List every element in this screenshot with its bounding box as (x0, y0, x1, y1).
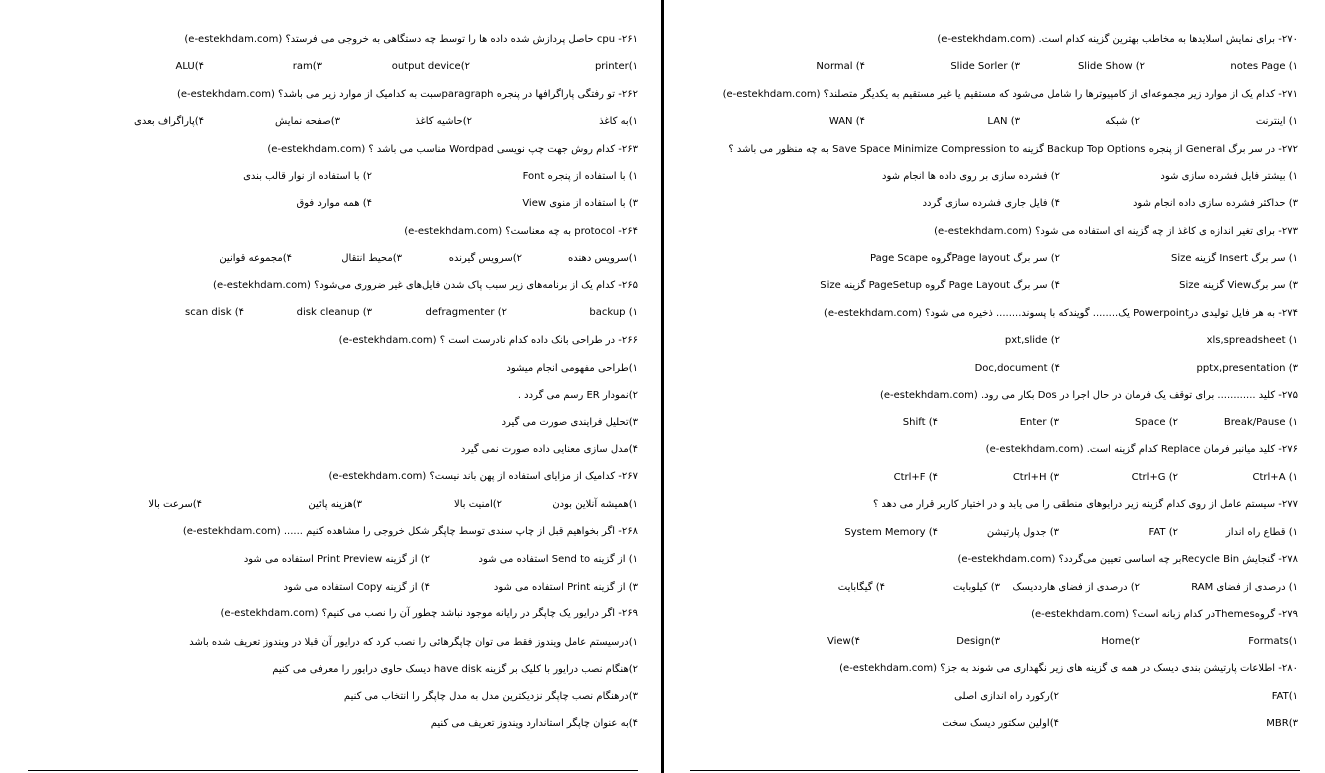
option: ۱)درسیستم عامل ویندوز فقط می توان چاپگرهائی را نصب کرد که درایور آن قبلا در ویندوز تعریف شده باشد (189, 637, 638, 648)
option: ۳) با استفاده از منوی View (522, 198, 638, 209)
question-266: ۲۶۶- در طراحی بانک داده کدام نادرست است ؟ (e-estekhdam.com) (338, 335, 638, 346)
option: ۴) WAN (828, 116, 865, 127)
option: ۲) FAT (1148, 527, 1178, 538)
option: ۱) قطاع راه انداز (1225, 527, 1298, 538)
option: ۳)محیط انتقال (341, 253, 402, 264)
option: ۱)printer (594, 61, 638, 72)
option: ۲) pxt,slide (1004, 335, 1060, 346)
option: ۴) Ctrl+F (893, 472, 938, 483)
option: ۲) defragmenter (425, 307, 507, 318)
question-268: ۲۶۸- اگر بخواهیم قبل از چاپ سندی توسط چاپگر شکل خروجی را مشاهده کنیم ...... (e-estekhdam.com) (182, 526, 638, 537)
option: ۱) از گزینه Send to استفاده می شود (478, 554, 638, 565)
option: ۴) سر برگ Page Layout گروه PageSetup گزینه Size (820, 280, 1060, 291)
option: ۱)FAT (1271, 691, 1298, 702)
question-273: ۲۷۳- برای تغیر اندازه ی کاغذ از چه گزینه ای استفاده می شود؟ (e-estekhdam.com) (934, 226, 1298, 237)
option: ۳)تحلیل فرایندی صورت می گیرد (501, 417, 638, 428)
option: ۲)output device (391, 61, 470, 72)
option: ۳) کیلوبایت (952, 582, 1000, 593)
option: ۳)MBR (1266, 718, 1298, 729)
option: ۳) جدول پارتیشن (986, 527, 1059, 538)
option: ۳)هزینه پائین (308, 499, 362, 510)
left-page (0, 0, 662, 773)
option: ۲)Home (1101, 636, 1140, 647)
question-263: ۲۶۳- کدام روش جهت چپ نویسی Wordpad مناسب می باشد ؟ (e-estekhdam.com) (267, 144, 638, 155)
option: ۱)طراحی مفهومی انجام میشود (506, 363, 638, 374)
option: ۱) Break/Pause (1223, 417, 1298, 428)
option: ۲)سرویس گیرنده (448, 253, 522, 264)
option: ۲)حاشیه کاغذ (415, 116, 472, 127)
option: ۲) شبکه (1105, 116, 1140, 127)
footer-rule (690, 770, 1300, 771)
option: ۱) سر برگ Insert گزینه Size (1171, 253, 1298, 264)
question-271: ۲۷۱- کدام یک از موارد زیر مجموعه‌ای از کامپیوترها را شامل می‌شود که مستقیم یا غیر مستقیم به یکدیگر متصلند؟ (e-estekhdam.com) (722, 89, 1298, 100)
option: ۳)Design (956, 636, 1000, 647)
option: ۴)View (826, 636, 860, 647)
option: ۳) pptx,presentation (1196, 363, 1298, 374)
option: ۳) disk cleanup (296, 307, 372, 318)
question-274: ۲۷۴- به هر فایل تولیدی درPowerpoint یک........ گویندکه با پسوند........ ذخیره می شود؟ (e-estekhdam.com) (823, 308, 1298, 319)
option: ۲)امنیت بالا (454, 499, 502, 510)
option: ۴) Shift (902, 417, 938, 428)
option: ۲) Space (1135, 417, 1178, 428)
question-277: ۲۷۷- سیستم عامل از روی کدام گزینه زیر درایوهای منطقی را می یابد و در اختیار کاربر قرار می دهد ؟ (873, 499, 1298, 510)
option: ۱) درصدی از فضای RAM (1191, 582, 1298, 593)
option: ۱)Formats (1248, 636, 1298, 647)
option: ۳) سر برگView گزینه Size (1179, 280, 1298, 291)
option: ۴) Doc,document (974, 363, 1060, 374)
question-280: ۲۸۰- اطلاعات پارتیشن بندی دیسک در همه ی گزینه های زیر نگهداری می شوند به جز؟ (e-estekhdam.com) (839, 663, 1298, 674)
option: ۴) از گزینه Copy استفاده می شود (283, 582, 430, 593)
option: ۲) فشرده سازی بر روی داده ها انجام شود (882, 171, 1060, 182)
question-265: ۲۶۵- کدام یک از برنامه‌های زیر سبب پاک شدن فایل‌های غیر ضروری می‌شود؟ (e-estekhdam.com) (213, 280, 638, 291)
option: ۱) xls,spreadsheet (1206, 335, 1298, 346)
option: ۱)همیشه آنلاین بودن (552, 499, 638, 510)
option: ۴)سرعت بالا (148, 499, 202, 510)
question-275: ۲۷۵- کلید ............ برای توقف یک فرمان در حال اجرا در Dos بکار می رود. (e-estekhdam.com) (879, 390, 1298, 401)
option: ۲) Ctrl+G (1131, 472, 1178, 483)
option: ۱) backup (589, 307, 638, 318)
question-272: ۲۷۲- در سر برگ General از پنجره Backup Top Options گزینه Save Space Minimize Compression to به چه منظور می باشد ؟ (728, 144, 1298, 155)
option: ۲) با استفاده از نوار قالب بندی (243, 171, 372, 182)
question-276: ۲۷۶- کلید میانبر فرمان Replace کدام گزینه است. (e-estekhdam.com) (985, 444, 1298, 455)
option: ۳) Slide Sorler (950, 61, 1020, 72)
question-279: ۲۷۹- گروهThemesدر کدام زبانه است؟ (e-estekhdam.com) (1031, 609, 1298, 620)
option: ۴)ALU (175, 61, 204, 72)
option: ۴)پاراگراف بعدی (134, 116, 204, 127)
question-267: ۲۶۷- کدامیک از مزایای استفاده از پهن باند نیست؟ (e-estekhdam.com) (328, 471, 638, 482)
option: ۴)اولین سکتور دیسک سخت (942, 718, 1059, 729)
option: ۴) گیگابایت (837, 582, 885, 593)
right-page (666, 0, 1325, 773)
option: ۳)صفحه نمایش (275, 116, 340, 127)
option: ۳) LAN (987, 116, 1020, 127)
option: ۳) Enter (1019, 417, 1059, 428)
option: ۱) با استفاده از پنجره Font (522, 171, 638, 182)
option: ۲)هنگام نصب درایور با کلیک بر گزینه have disk دیسک حاوی درایور را معرفی می کنیم (272, 664, 638, 675)
option: ۱) بیشتر فایل فشرده سازی شود (1160, 171, 1298, 182)
option: ۱) اینترنت (1255, 116, 1298, 127)
option: ۲)نمودار ER رسم می گردد . (517, 390, 638, 401)
option: ۴) scan disk (185, 307, 244, 318)
option: ۳)ram (292, 61, 322, 72)
option: ۲) Slide Show (1077, 61, 1145, 72)
option: ۳)درهنگام نصب چاپگر نزدیکترین مدل به مدل چاپگر را انتخاب می کنیم (343, 691, 638, 702)
option: ۱)به کاغذ (599, 116, 638, 127)
option: ۲) سر برگ Page layoutگروه Page Scape (870, 253, 1060, 264)
option: ۱) Ctrl+A (1252, 472, 1298, 483)
option: ۲) از گزینه Print Preview استفاده می شود (243, 554, 430, 565)
option: ۴)مدل سازی معنایی داده صورت نمی گیرد (460, 444, 638, 455)
option: ۳) Ctrl+H (1012, 472, 1059, 483)
option: ۴) همه موارد فوق (296, 198, 372, 209)
question-269: ۲۶۹- اگر درایور یک چاپگر در رایانه موجود نباشد چطور آن را نصب می کنیم؟ (e-estekhdam.com) (220, 608, 638, 619)
option: ۴)به عنوان چاپگر استاندارد ویندوز تعریف می کنیم (430, 718, 638, 729)
option: ۴) فایل جاری فشرده سازی گردد (922, 198, 1060, 209)
option: ۴) Normal (816, 61, 865, 72)
question-278: ۲۷۸- گنجایش Recycle Binبر چه اساسی تعیین می‌گردد؟ (e-estekhdam.com) (957, 554, 1298, 565)
option: ۲)رکورد راه اندازی اصلی (954, 691, 1059, 702)
question-264: ۲۶۴- protocol به چه معناست؟ (e-estekhdam.com) (404, 226, 638, 237)
option: ۳) حداکثر فشرده سازی داده انجام شود (1132, 198, 1298, 209)
option: ۱) notes Page (1230, 61, 1298, 72)
question-262: ۲۶۲- تو رفتگی پاراگرافها در پنجره paragraphسبت به کدامیک از موارد زیر می باشد؟ (e-estekhdam.com) (176, 89, 638, 100)
option: ۲) درصدی از فضای هارددیسک (1012, 582, 1140, 593)
option: ۱)سرویس دهنده (568, 253, 638, 264)
option: ۴)مجموعه قوانین (219, 253, 292, 264)
option: ۴) System Memory (844, 527, 938, 538)
option: ۳) از گزینه Print استفاده می شود (493, 582, 638, 593)
question-261: ۲۶۱- cpu حاصل پردازش شده داده ها را توسط چه دستگاهی به خروجی می فرستد؟ (e-estekhdam.com) (184, 34, 638, 45)
page-divider (661, 0, 664, 773)
footer-rule (28, 770, 638, 771)
question-270: ۲۷۰- برای نمایش اسلایدها به مخاطب بهترین گزینه کدام است. (e-estekhdam.com) (937, 34, 1298, 45)
